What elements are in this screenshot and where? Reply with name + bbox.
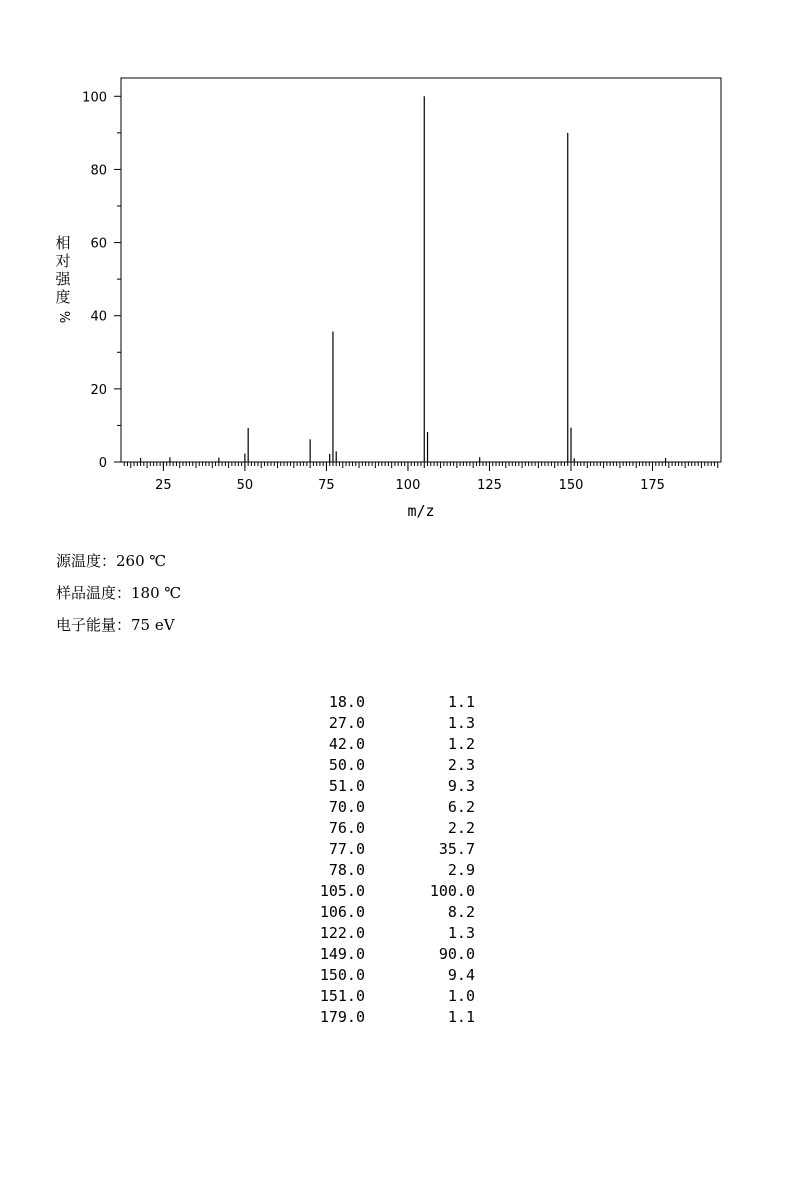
intensity-value: 100.0: [429, 882, 475, 900]
mass-spectrum-chart: [0, 0, 794, 530]
intensity-value: 1.0: [447, 987, 475, 1005]
intensity-value: 1.1: [447, 693, 475, 711]
condition-source-temp: 源温度：260 ℃: [56, 552, 167, 570]
mz-value: 27.0: [328, 714, 365, 732]
peak-lines: [141, 96, 666, 462]
intensity-value: 1.3: [447, 924, 475, 942]
intensity-value: 2.3: [447, 756, 475, 774]
y-tick-label: 0: [98, 456, 107, 471]
y-axis-label-text: [52, 234, 74, 306]
intensity-value: 9.3: [447, 777, 475, 795]
mz-value: 51.0: [328, 777, 365, 795]
y-tick-label: 20: [90, 382, 107, 398]
table-row: [300, 944, 475, 965]
x-tick-label: 100: [395, 478, 421, 493]
mz-value: 50.0: [328, 756, 365, 774]
intensity-value: 90.0: [438, 945, 475, 963]
y-tick-label: 40: [90, 309, 107, 325]
table-row: [300, 713, 475, 734]
x-axis-ticks: [155, 462, 665, 493]
x-axis-label: m/z: [407, 502, 435, 520]
plot-frame: [121, 78, 721, 462]
mz-value: 76.0: [328, 819, 365, 837]
y-axis-unit: %: [55, 310, 71, 324]
mz-value: 18.0: [328, 693, 365, 711]
table-row: [300, 755, 475, 776]
mz-value: 150.0: [319, 966, 365, 984]
intensity-value: 6.2: [447, 798, 475, 816]
table-row: [300, 776, 475, 797]
intensity-value: 2.2: [447, 819, 475, 837]
y-axis-label-char: 强: [55, 270, 71, 288]
y-axis-label-char: 相: [55, 234, 71, 252]
y-tick-label: 60: [90, 236, 107, 252]
mz-value: 179.0: [319, 1008, 365, 1026]
table-row: [300, 923, 475, 944]
mz-value: 149.0: [319, 945, 365, 963]
mz-value: 106.0: [319, 903, 365, 921]
table-row: [300, 797, 475, 818]
mz-value: 122.0: [319, 924, 365, 942]
y-tick-label: 80: [90, 163, 107, 179]
table-row: [300, 965, 475, 986]
x-tick-label: 50: [236, 478, 254, 493]
table-row: [300, 860, 475, 881]
mz-value: 70.0: [328, 798, 365, 816]
intensity-value: 1.2: [447, 735, 475, 753]
y-tick-label: 100: [82, 90, 107, 106]
x-tick-label: 150: [558, 478, 584, 493]
x-minor-ticks: [124, 462, 717, 468]
mz-value: 77.0: [328, 840, 365, 858]
mz-value: 42.0: [328, 735, 365, 753]
mz-value: 151.0: [319, 987, 365, 1005]
intensity-value: 2.9: [447, 861, 475, 879]
table-row: [300, 839, 475, 860]
y-axis-label-char: 度: [55, 288, 71, 306]
y-axis-ticks: [82, 90, 121, 471]
table-row: [300, 734, 475, 755]
table-row: [300, 881, 475, 902]
mz-value: 105.0: [319, 882, 365, 900]
x-tick-label: 175: [640, 478, 665, 493]
instrument-conditions: [56, 550, 181, 646]
table-row: [300, 1007, 475, 1028]
table-row: [300, 818, 475, 839]
intensity-value: 1.1: [447, 1008, 475, 1026]
x-tick-label: 125: [477, 478, 502, 493]
condition-sample-temp: 样品温度：180 ℃: [56, 584, 182, 602]
mz-value: 78.0: [328, 861, 365, 879]
peak-table: [300, 692, 475, 1028]
x-tick-label: 75: [318, 478, 335, 493]
condition-electron-energy: 电子能量：75 eV: [56, 616, 175, 634]
intensity-value: 35.7: [438, 840, 475, 858]
table-row: [300, 902, 475, 923]
y-axis-label-char: 对: [55, 252, 71, 270]
intensity-value: 9.4: [447, 966, 475, 984]
x-tick-label: 25: [155, 478, 172, 493]
intensity-value: 1.3: [447, 714, 475, 732]
table-row: [300, 986, 475, 1007]
y-axis-label: [52, 234, 74, 326]
table-row: [300, 692, 475, 713]
intensity-value: 8.2: [447, 903, 475, 921]
